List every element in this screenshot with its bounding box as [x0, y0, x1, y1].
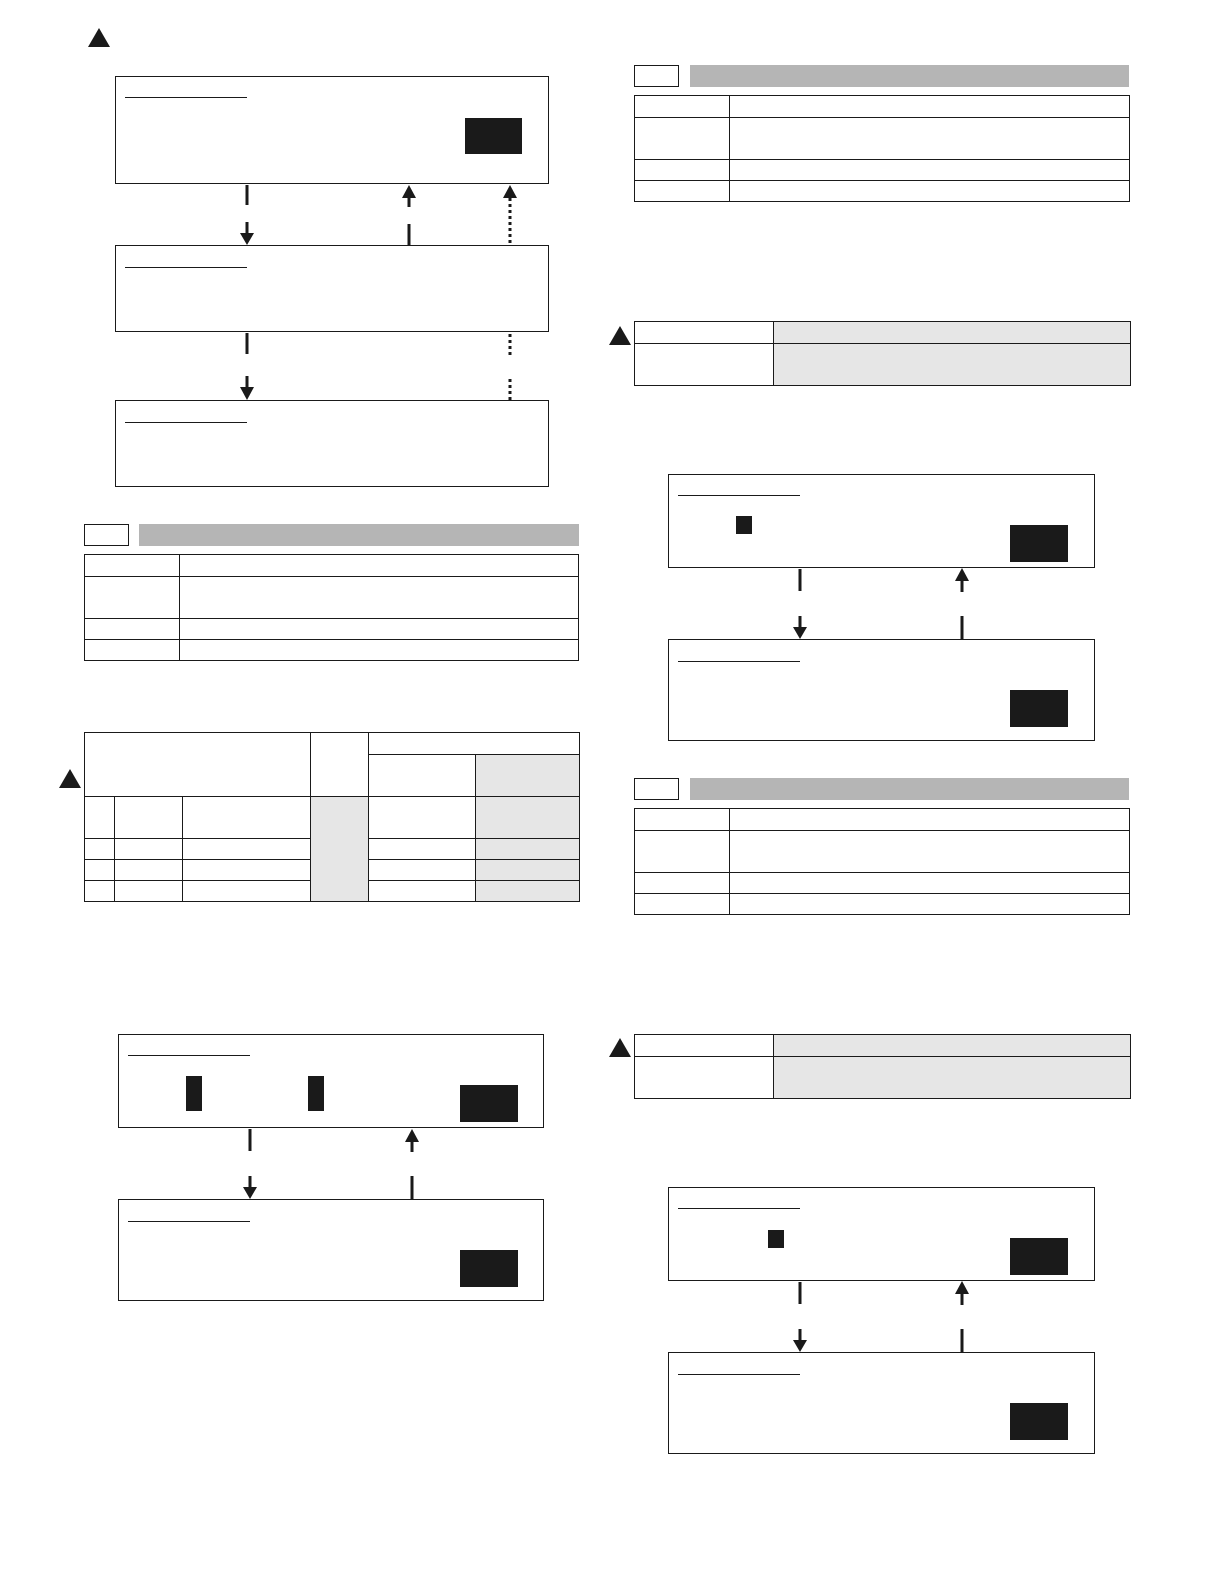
arrow-down-icon — [793, 627, 807, 639]
arrow-up-icon — [503, 185, 517, 198]
arrow-down-icon — [240, 387, 254, 400]
arrow-up-icon — [405, 1129, 419, 1142]
arrow-up-icon — [402, 185, 416, 198]
arrow-down-icon — [243, 1187, 257, 1199]
arrow-up-icon — [955, 1281, 969, 1294]
arrow-up-icon — [955, 568, 969, 581]
arrow-down-icon — [793, 1340, 807, 1352]
arrow-down-icon — [240, 233, 254, 245]
